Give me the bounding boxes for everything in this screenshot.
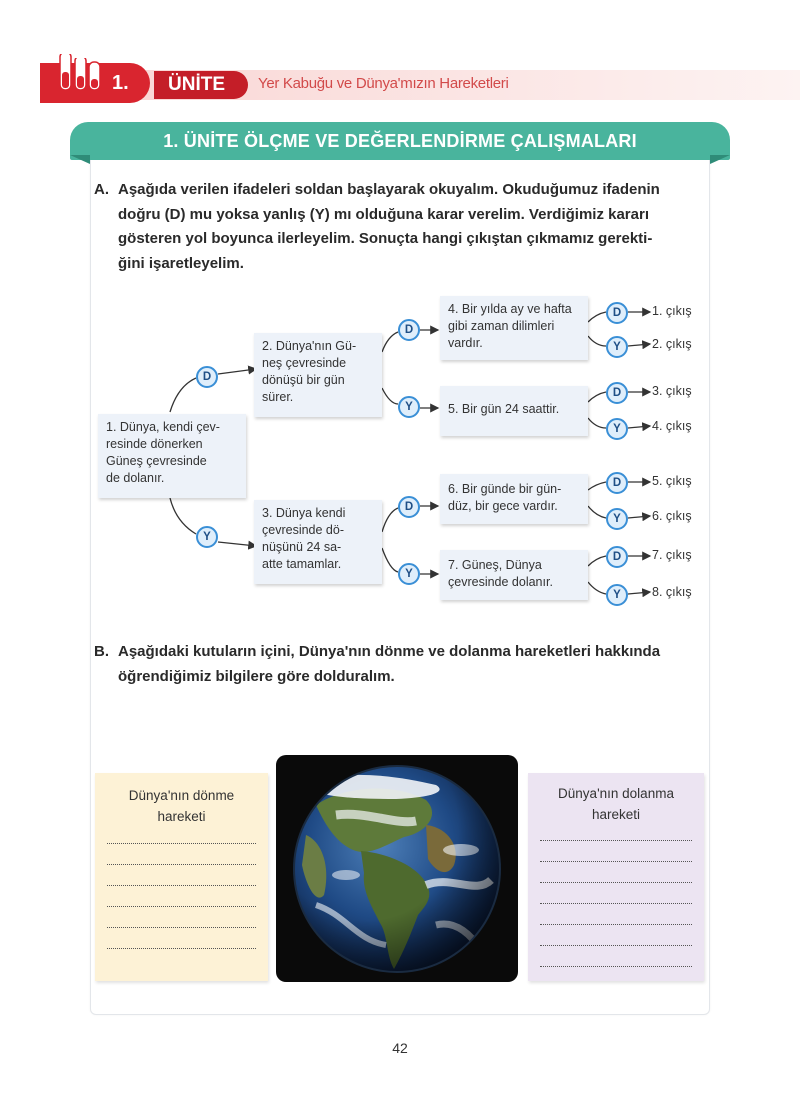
statement-line: nüşünü 24 sa- (262, 540, 342, 554)
unit-label: ÜNİTE (154, 71, 248, 99)
answer-line[interactable] (540, 924, 692, 925)
statement-line: dönüşü bir gün (262, 373, 345, 387)
statement-box-1 (98, 414, 246, 498)
badge-y: Y (606, 508, 628, 530)
answer-line[interactable] (107, 948, 256, 949)
exit-label: 2. çıkış (652, 337, 692, 351)
answer-line[interactable] (107, 843, 256, 844)
statement-line: neş çevresinde (262, 356, 347, 370)
badge-y: Y (606, 418, 628, 440)
earth-globe-icon (276, 755, 518, 982)
rotation-box-title (95, 785, 268, 827)
part-a-line: Aşağıda verilen ifadeleri soldan başlayarak okuyalım. Okuduğumuz ifadenin (118, 181, 660, 198)
statement-line: çevresinde dö- (262, 523, 344, 537)
part-a-line: gösteren yol boyunca ilerleyelim. Sonuçta hangi çıkıştan çıkmamız gerekti- (118, 230, 653, 247)
box-title-line: hareketi (591, 807, 641, 822)
earth-image (276, 755, 518, 982)
statement-line: resinde dönerken (106, 437, 203, 451)
badge-y: Y (398, 396, 420, 418)
badge-y: Y (196, 526, 218, 548)
answer-line[interactable] (107, 906, 256, 907)
statement-box-2 (254, 333, 382, 417)
section-title: 1. ÜNİTE ÖLÇME VE DEĞERLENDİRME ÇALIŞMALARI (163, 131, 637, 151)
exit-label: 6. çıkış (652, 509, 692, 523)
exit-label: 1. çıkış (652, 304, 692, 318)
part-b-line: Aşağıdaki kutuların içini, Dünya'nın dönme ve dolanma hareketleri hakkında (118, 643, 661, 660)
revolution-fill-box (528, 773, 704, 981)
answer-line[interactable] (540, 861, 692, 862)
exit-label: 8. çıkış (652, 585, 692, 599)
rotation-fill-box (95, 773, 268, 981)
answer-line[interactable] (540, 945, 692, 946)
exit-label: 5. çıkış (652, 474, 692, 488)
answer-line[interactable] (540, 903, 692, 904)
exit-label: 3. çıkış (652, 384, 692, 398)
answer-line[interactable] (107, 885, 256, 886)
exit-label: 7. çıkış (652, 548, 692, 562)
badge-d: D (606, 302, 628, 324)
statement-line: 7. Güneş, Dünya (448, 558, 542, 572)
part-a-line: ğini işaretleyelim. (118, 254, 244, 272)
statement-line: atte tamamlar. (262, 557, 342, 571)
statement-line: düz, bir gece vardır. (448, 499, 558, 513)
badge-d: D (606, 546, 628, 568)
statement-line: 4. Bir yılda ay ve hafta (448, 302, 572, 316)
part-a-line: doğru (D) mu yoksa yanlış (Y) mı olduğuna karar verelim. Verdiğimiz kararı (118, 205, 649, 223)
statement-line: gibi zaman dilimleri (448, 319, 555, 333)
unit-subtitle: Yer Kabuğu ve Dünya'mızın Hareketleri (258, 75, 509, 92)
badge-y: Y (606, 336, 628, 358)
box-title-line: Dünya'nın dönme (128, 788, 235, 803)
statement-line: vardır. (448, 336, 483, 350)
statement-line: çevresinde dolanır. (448, 575, 553, 589)
badge-d: D (398, 319, 420, 341)
statement-box-5 (440, 386, 588, 436)
answer-line[interactable] (107, 864, 256, 865)
statement-line: 5. Bir gün 24 saattir. (448, 402, 560, 416)
part-b-letter: B. (94, 643, 109, 660)
exit-label: 4. çıkış (652, 419, 692, 433)
badge-y: Y (606, 584, 628, 606)
statement-line: sürer. (262, 390, 294, 404)
part-b-instructions (94, 640, 708, 689)
unit-number: 1. (112, 72, 129, 94)
statement-box-6 (440, 474, 588, 524)
statement-box-7 (440, 550, 588, 600)
statement-line: 6. Bir günde bir gün- (448, 482, 562, 496)
badge-d: D (606, 382, 628, 404)
page-number: 42 (392, 1040, 408, 1056)
statement-line: de dolanır. (106, 471, 165, 485)
answer-line[interactable] (540, 882, 692, 883)
statement-line: 2. Dünya'nın Gü- (262, 339, 357, 353)
answer-line[interactable] (540, 966, 692, 967)
box-title-line: hareketi (157, 809, 206, 824)
answer-line[interactable] (107, 927, 256, 928)
part-b-line: öğrendiğimiz bilgilere göre dolduralım. (118, 667, 395, 685)
answer-line[interactable] (540, 840, 692, 841)
statement-line: 1. Dünya, kendi çev- (106, 420, 220, 434)
revolution-box-title (528, 783, 704, 825)
badge-d: D (196, 366, 218, 388)
statement-line: Güneş çevresinde (106, 454, 207, 468)
badge-d: D (398, 496, 420, 518)
badge-d: D (606, 472, 628, 494)
badge-y: Y (398, 563, 420, 585)
part-a-letter: A. (94, 181, 109, 198)
statement-box-3 (254, 500, 382, 584)
box-title-line: Dünya'nın dolanma (558, 786, 674, 801)
statement-box-4 (440, 296, 588, 360)
statement-line: 3. Dünya kendi (262, 506, 346, 520)
